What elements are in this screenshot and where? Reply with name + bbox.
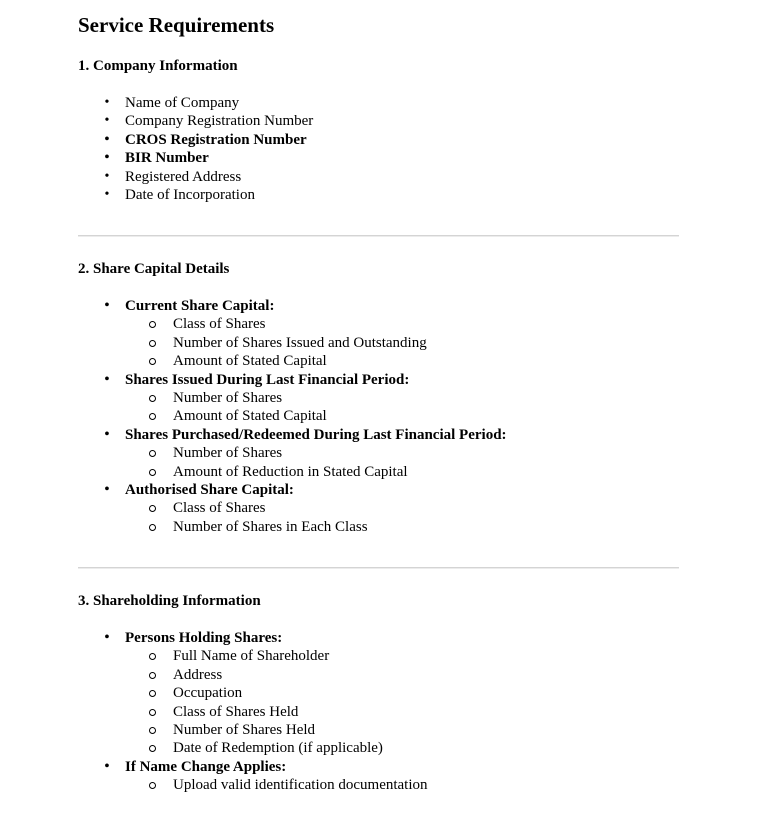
sub-list-item (0, 647, 764, 665)
sub-list-item (0, 684, 764, 702)
circle-bullet-icon (149, 358, 156, 365)
list-item (0, 481, 764, 499)
circle-bullet-icon (149, 745, 156, 752)
sub-list-item-label: Amount of Stated Capital (173, 353, 327, 370)
sub-list-item (0, 703, 764, 721)
circle-bullet-icon (149, 450, 156, 457)
circle-bullet-icon (149, 690, 156, 697)
circle-bullet-icon (149, 727, 156, 734)
circle-bullet-icon (149, 340, 156, 347)
bullet-icon: • (104, 186, 110, 202)
sub-list-item (0, 518, 764, 536)
list-item (0, 112, 764, 130)
list-item (0, 297, 764, 315)
sub-list-item (0, 463, 764, 481)
list-item (0, 131, 764, 149)
list-item (0, 758, 764, 776)
circle-bullet-icon (149, 782, 156, 789)
sub-list-item (0, 315, 764, 333)
sub-list-item-label: Occupation (173, 685, 243, 702)
circle-bullet-icon (149, 709, 156, 716)
circle-bullet-icon (149, 524, 156, 531)
company-information-list (0, 94, 764, 204)
bullet-icon: • (104, 481, 110, 497)
list-item-label: Registered Address (125, 168, 242, 185)
sub-list-item (0, 721, 764, 739)
bullet-icon: • (104, 298, 110, 313)
bullet-icon: • (104, 426, 110, 442)
list-item-label: BIR Number (125, 150, 209, 167)
sub-list-item-label: Full Name of Shareholder (173, 648, 330, 665)
list-item-label: Authorised Share Capital: (125, 481, 294, 498)
list-item (0, 629, 764, 647)
sub-list-item-label: Amount of Stated Capital (173, 408, 327, 425)
list-item (0, 168, 764, 186)
sub-list-item (0, 389, 764, 407)
sub-list-item-label: Date of Redemption (if applicable) (173, 740, 383, 757)
sub-list-item-label: Number of Shares (173, 389, 283, 406)
bullet-icon: • (104, 758, 110, 774)
list-item (0, 426, 764, 444)
circle-bullet-icon (149, 672, 156, 679)
bullet-icon: • (104, 630, 110, 645)
bullet-icon: • (104, 113, 110, 129)
sub-list-item-label: Number of Shares Issued and Outstanding (173, 334, 427, 351)
section-divider (78, 567, 679, 569)
circle-bullet-icon (149, 413, 156, 420)
list-item (0, 186, 764, 204)
sub-list-item-label: Class of Shares Held (173, 703, 299, 720)
bullet-icon: • (104, 150, 110, 166)
sub-list-item (0, 739, 764, 757)
sub-list-item-label: Address (173, 666, 223, 683)
sub-list-item (0, 499, 764, 517)
list-item-label: Persons Holding Shares: (125, 630, 283, 646)
list-item-label: Company Registration Number (125, 113, 314, 130)
sub-list-item-label: Class of Shares (173, 316, 266, 333)
list-item-label: Date of Incorporation (125, 186, 255, 203)
circle-bullet-icon (149, 321, 156, 328)
list-item-label: CROS Registration Number (125, 131, 307, 148)
list-item-label: Name of Company (125, 95, 240, 111)
list-item-label: Shares Issued During Last Financial Period: (125, 371, 410, 388)
sub-list-item-label: Number of Shares in Each Class (173, 518, 368, 535)
sub-list-item (0, 407, 764, 425)
sub-list-item-label: Number of Shares (173, 445, 283, 462)
list-item (0, 371, 764, 389)
sub-list-item-label: Upload valid identification documentation (173, 777, 428, 794)
page-title: Service Requirements (78, 13, 275, 37)
sub-list-item (0, 666, 764, 684)
sub-list-item-label: Number of Shares Held (173, 721, 316, 738)
sub-list-item (0, 776, 764, 794)
bullet-icon: • (104, 168, 110, 184)
section-heading-company-information: 1. Company Information (78, 58, 238, 74)
sub-list-item-label: Amount of Reduction in Stated Capital (173, 463, 408, 480)
bullet-icon: • (104, 131, 110, 147)
section-heading-shareholding-information: 3. Shareholding Information (78, 593, 261, 609)
list-item-label: Shares Purchased/Redeemed During Last Financial Period: (125, 426, 507, 443)
section-divider (78, 235, 679, 237)
list-item (0, 149, 764, 167)
circle-bullet-icon (149, 653, 156, 660)
sub-list-item-label: Class of Shares (173, 500, 266, 517)
shareholding-list (0, 629, 764, 795)
bullet-icon: • (104, 371, 110, 387)
list-item (0, 94, 764, 112)
list-item-label: If Name Change Applies: (125, 758, 287, 775)
list-item-label: Current Share Capital: (125, 298, 275, 314)
bullet-icon: • (104, 95, 110, 110)
sub-list-item (0, 444, 764, 462)
share-capital-list (0, 297, 764, 536)
circle-bullet-icon (149, 469, 156, 476)
circle-bullet-icon (149, 505, 156, 512)
section-heading-share-capital-details: 2. Share Capital Details (78, 261, 230, 277)
sub-list-item (0, 334, 764, 352)
sub-list-item (0, 352, 764, 370)
circle-bullet-icon (149, 395, 156, 402)
